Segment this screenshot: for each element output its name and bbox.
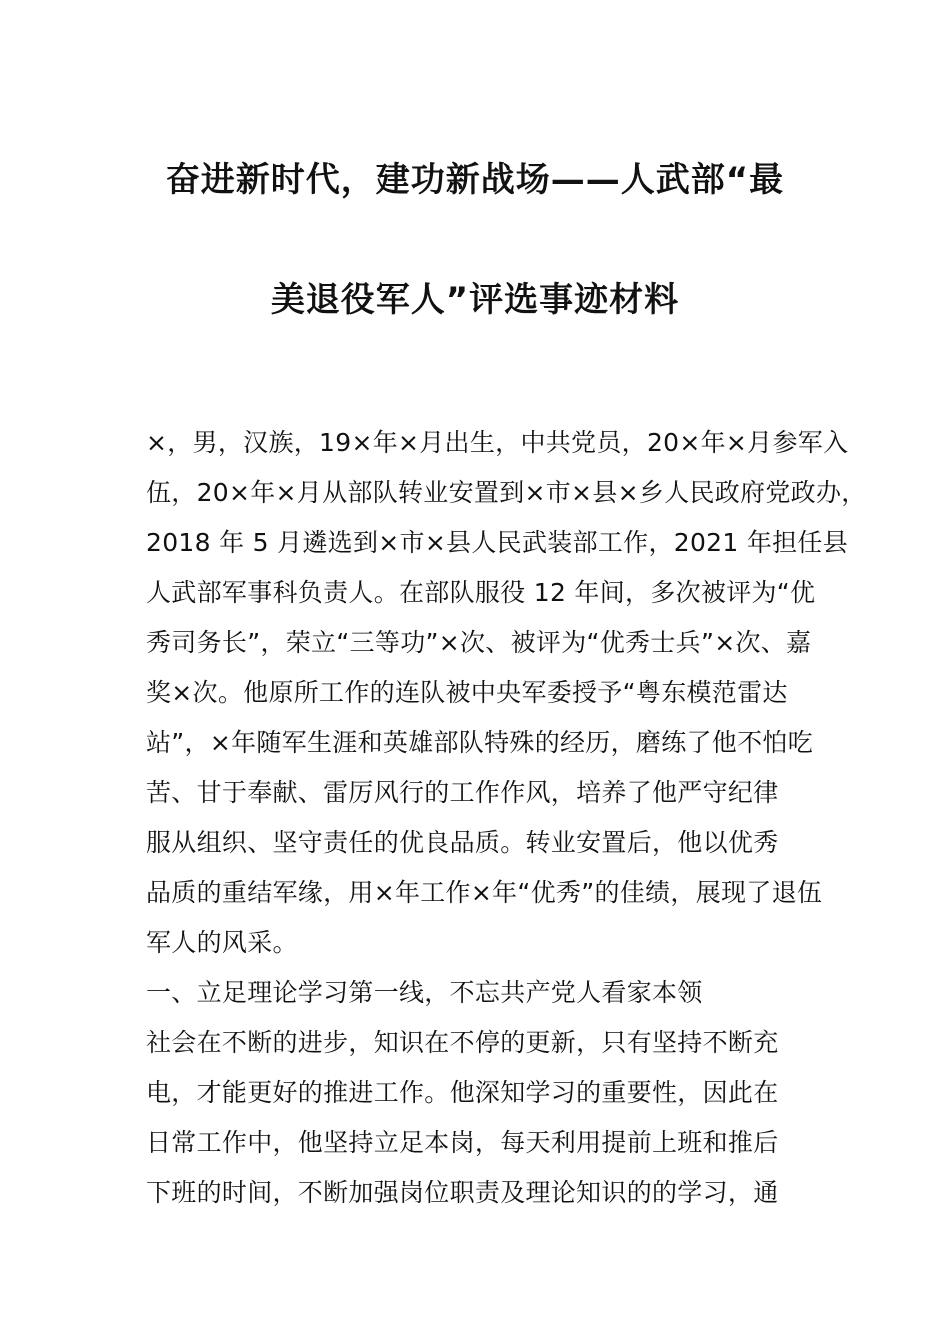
body-line: 下班的时间，不断加强岗位职责及理论知识的的学习，通	[146, 1178, 779, 1207]
body-line: 人武部军事科负责人。在部队服役 12 年间，多次被评为“优	[146, 578, 816, 607]
body-line: 奖×次。他原所工作的连队被中央军委授予“粤东模范雷达	[146, 678, 788, 707]
body-line: 品质的重结军缘，用×年工作×年“优秀”的佳绩，展现了退伍	[146, 878, 823, 907]
document-body	[146, 418, 867, 1218]
body-line: 军人的风采。	[146, 928, 298, 957]
body-line: 日常工作中，他坚持立足本岗，每天利用提前上班和推后	[146, 1128, 779, 1157]
document-title-line-2: 美退役军人”评选事迹材料	[270, 280, 680, 320]
section-heading: 一、立足理论学习第一线，不忘共产党人看家本领	[146, 978, 703, 1007]
body-line: 电，才能更好的推进工作。他深知学习的重要性，因此在	[146, 1078, 779, 1107]
body-line: 服从组织、坚守责任的优良品质。转业安置后，他以优秀	[146, 828, 779, 857]
body-line: 伍，20×年×月从部队转业安置到×市×县×乡人民政府党政办，	[146, 478, 867, 507]
body-line: 苦、甘于奉献、雷厉风行的工作作风，培养了他严守纪律	[146, 778, 779, 807]
document-title-line-1: 奋进新时代，建功新战场——人武部“最	[165, 160, 785, 200]
body-line: 站”，×年随军生涯和英雄部队特殊的经历，磨练了他不怕吃	[146, 728, 814, 757]
body-line: 秀司务长”，荣立“三等功”×次、被评为“优秀士兵”×次、嘉	[146, 628, 812, 657]
body-line: 2018 年 5 月遴选到×市×县人民武装部工作，2021 年担任县	[146, 528, 849, 557]
body-line: 社会在不断的进步，知识在不停的更新，只有坚持不断充	[146, 1028, 779, 1057]
body-line: ×，男，汉族，19×年×月出生，中共党员，20×年×月参军入	[146, 428, 849, 457]
